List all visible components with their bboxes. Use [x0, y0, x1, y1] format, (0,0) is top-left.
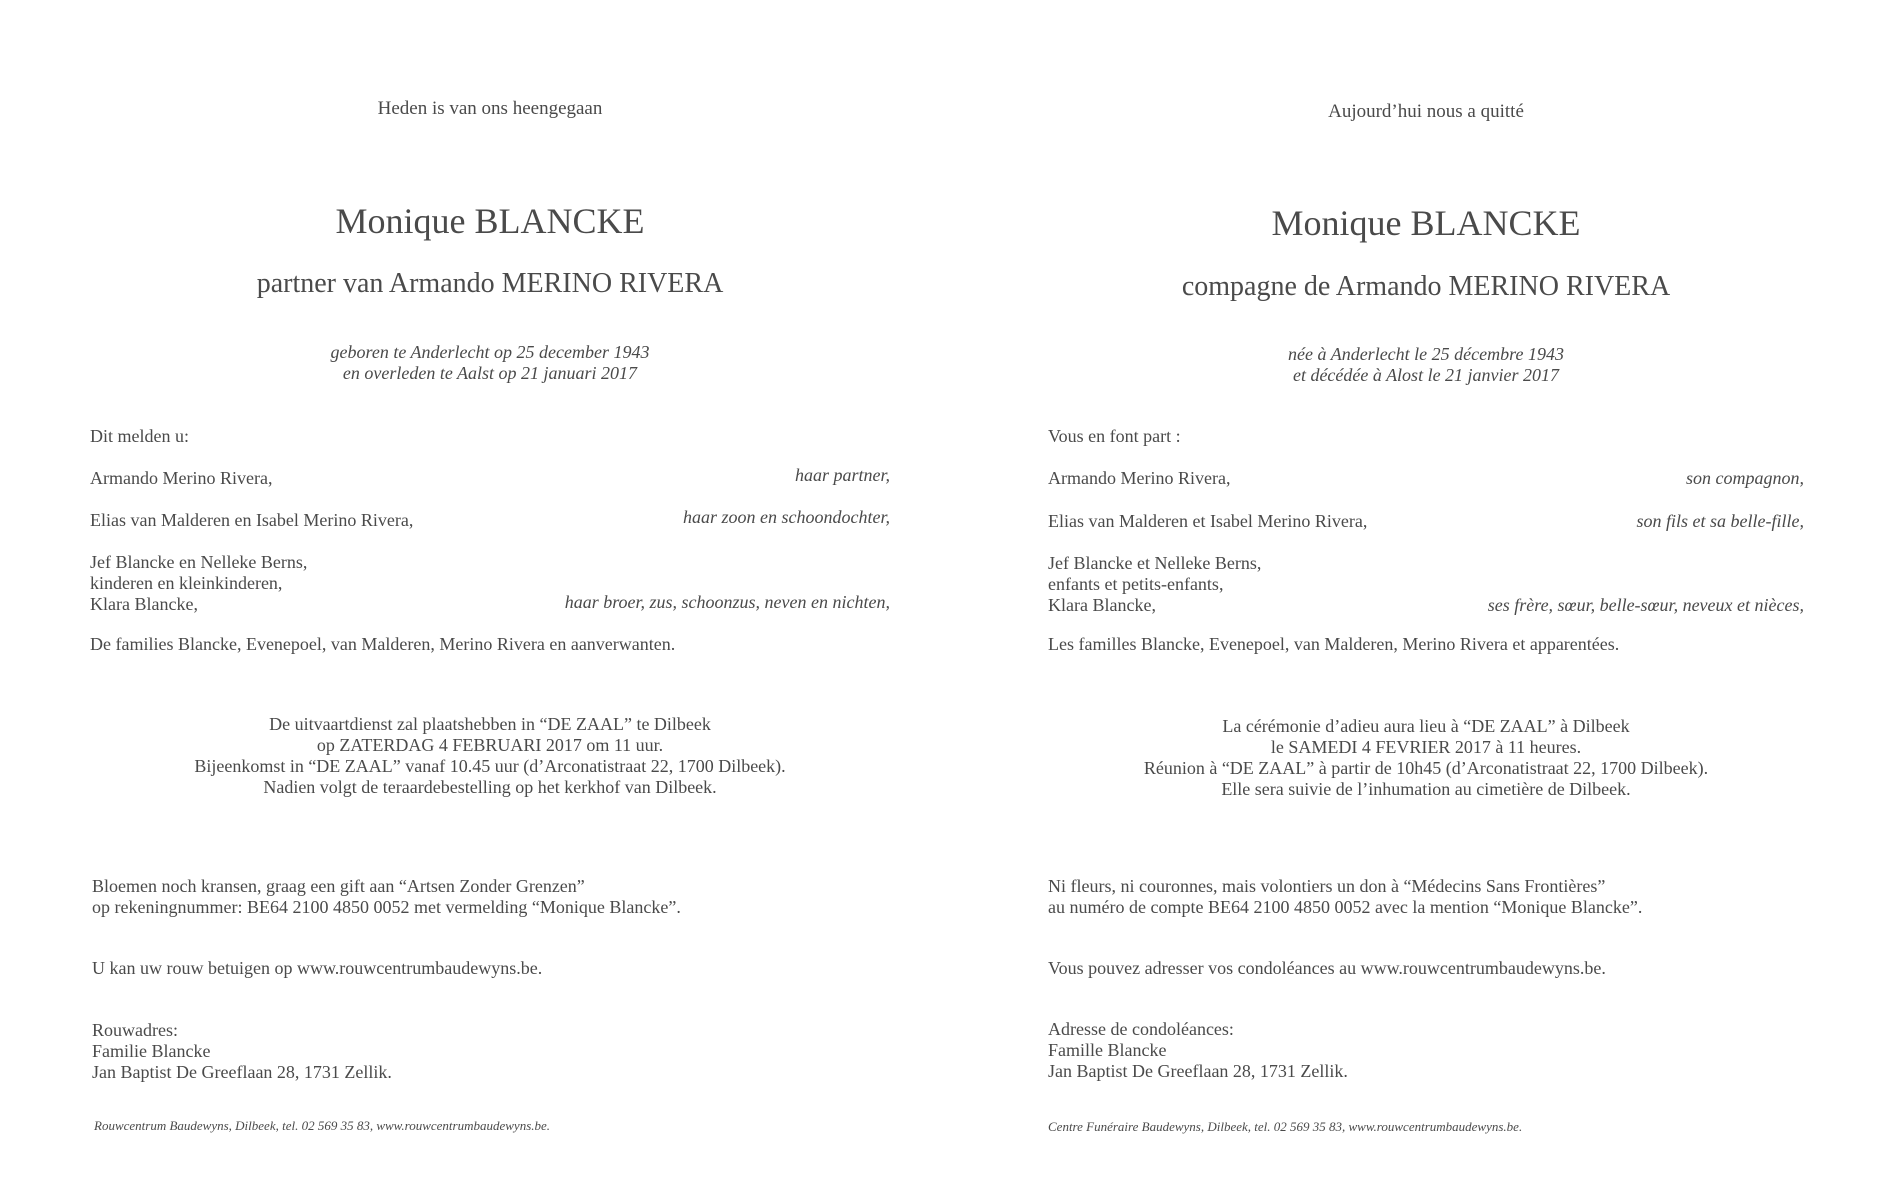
- birth-death-dates: [90, 342, 890, 384]
- address-line: Rouwadres:: [92, 1020, 178, 1040]
- condolence-text: Vous pouvez adresser vos condoléances au www.rouwcentrumbaudewyns.be.: [1048, 958, 1606, 978]
- intro-text: Aujourd’hui nous a quitté: [1328, 101, 1524, 122]
- service-line: Nadien volgt de teraardebestelling op het kerkhof van Dilbeek.: [263, 777, 717, 797]
- funeral-home-footer: Centre Funéraire Baudewyns, Dilbeek, tel. 02 569 35 83, www.rouwcentrumbaudewyns.be.: [1048, 1119, 1523, 1134]
- address-line: Familie Blancke: [92, 1041, 211, 1061]
- birth-line: geboren te Anderlecht op 25 december 1943: [330, 342, 650, 362]
- families-text: Les familles Blancke, Evenepoel, van Malderen, Merino Rivera et apparentées.: [1048, 634, 1620, 654]
- relation-type: son fils et sa belle-fille,: [1636, 511, 1804, 531]
- intro-text: Heden is van ons heengegaan: [377, 98, 603, 119]
- partner-line: partner van Armando MERINO RIVERA: [256, 268, 724, 299]
- relation-type: son compagnon,: [1686, 468, 1804, 488]
- deceased-name: Monique BLANCKE: [335, 201, 645, 241]
- relation-names: Elias van Malderen en Isabel Merino Rivera,: [90, 510, 414, 530]
- announce-text: Dit melden u:: [90, 426, 189, 446]
- relation-type: haar broer, zus, schoonzus, neven en nichten,: [564, 592, 890, 612]
- relation-names: Klara Blancke,: [90, 594, 198, 614]
- announce-text: Vous en font part :: [1048, 426, 1181, 446]
- relation-names: Jef Blancke et Nelleke Berns,: [1048, 553, 1262, 573]
- condolence-text: U kan uw rouw betuigen op www.rouwcentrumbaudewyns.be.: [92, 958, 543, 978]
- partner-line: compagne de Armando MERINO RIVERA: [1181, 271, 1671, 302]
- notice-french: [1048, 0, 1804, 1177]
- service-line: De uitvaartdienst zal plaatshebben in “DE ZAAL” te Dilbeek: [269, 714, 711, 734]
- condolence-address: [1048, 1019, 1348, 1082]
- address-line: Famille Blancke: [1048, 1040, 1167, 1060]
- families-text: De families Blancke, Evenepoel, van Malderen, Merino Rivera en aanverwanten.: [90, 634, 676, 654]
- relation-type: ses frère, sœur, belle-sœur, neveux et nièces,: [1487, 595, 1804, 615]
- relation-type: haar partner,: [794, 465, 890, 485]
- service-info: [90, 714, 890, 798]
- flowers-line: Ni fleurs, ni couronnes, mais volontiers un don à “Médecins Sans Frontières”: [1048, 876, 1606, 896]
- service-line: Elle sera suivie de l’inhumation au cimetière de Dilbeek.: [1221, 779, 1631, 799]
- service-info: [1048, 716, 1804, 800]
- address-line: Jan Baptist De Greeflaan 28, 1731 Zellik.: [1048, 1061, 1348, 1081]
- flowers-line: op rekeningnummer: BE64 2100 4850 0052 met vermelding “Monique Blancke”.: [92, 897, 681, 917]
- flowers-info: [92, 876, 681, 918]
- address-line: Jan Baptist De Greeflaan 28, 1731 Zellik.: [92, 1062, 392, 1082]
- relation-names: kinderen en kleinkinderen,: [90, 573, 283, 593]
- relation-type: haar zoon en schoondochter,: [683, 507, 890, 527]
- relation-names: Armando Merino Rivera,: [1048, 468, 1231, 488]
- flowers-line: Bloemen noch kransen, graag een gift aan “Artsen Zonder Grenzen”: [92, 876, 585, 896]
- flowers-info: [1048, 876, 1642, 918]
- service-line: Réunion à “DE ZAAL” à partir de 10h45 (d’Arconatistraat 22, 1700 Dilbeek).: [1143, 758, 1709, 778]
- address-line: Adresse de condoléances:: [1048, 1019, 1234, 1039]
- mourning-address: [92, 1020, 392, 1083]
- notice-dutch: [90, 0, 890, 1177]
- flowers-line: au numéro de compte BE64 2100 4850 0052 avec la mention “Monique Blancke”.: [1048, 897, 1643, 917]
- relation-names: enfants et petits-enfants,: [1048, 574, 1224, 594]
- service-line: op ZATERDAG 4 FEBRUARI 2017 om 11 uur.: [316, 735, 664, 755]
- service-line: le SAMEDI 4 FEVRIER 2017 à 11 heures.: [1270, 737, 1582, 757]
- birth-line: née à Anderlecht le 25 décembre 1943: [1288, 344, 1564, 364]
- deceased-name: Monique BLANCKE: [1271, 203, 1581, 243]
- funeral-home-footer: Rouwcentrum Baudewyns, Dilbeek, tel. 02 569 35 83, www.rouwcentrumbaudewyns.be.: [94, 1118, 551, 1133]
- death-line: en overleden te Aalst op 21 januari 2017: [342, 363, 638, 383]
- relation-names: Jef Blancke en Nelleke Berns,: [90, 552, 308, 572]
- service-line: La cérémonie d’adieu aura lieu à “DE ZAAL” à Dilbeek: [1222, 716, 1630, 736]
- relation-names: Klara Blancke,: [1048, 595, 1156, 615]
- relation-names: Elias van Malderen et Isabel Merino Rivera,: [1048, 511, 1368, 531]
- relation-names: Armando Merino Rivera,: [90, 468, 273, 488]
- birth-death-dates: [1048, 344, 1804, 386]
- service-line: Bijeenkomst in “DE ZAAL” vanaf 10.45 uur (d’Arconatistraat 22, 1700 Dilbeek).: [194, 756, 786, 776]
- death-line: et décédée à Alost le 21 janvier 2017: [1292, 365, 1560, 385]
